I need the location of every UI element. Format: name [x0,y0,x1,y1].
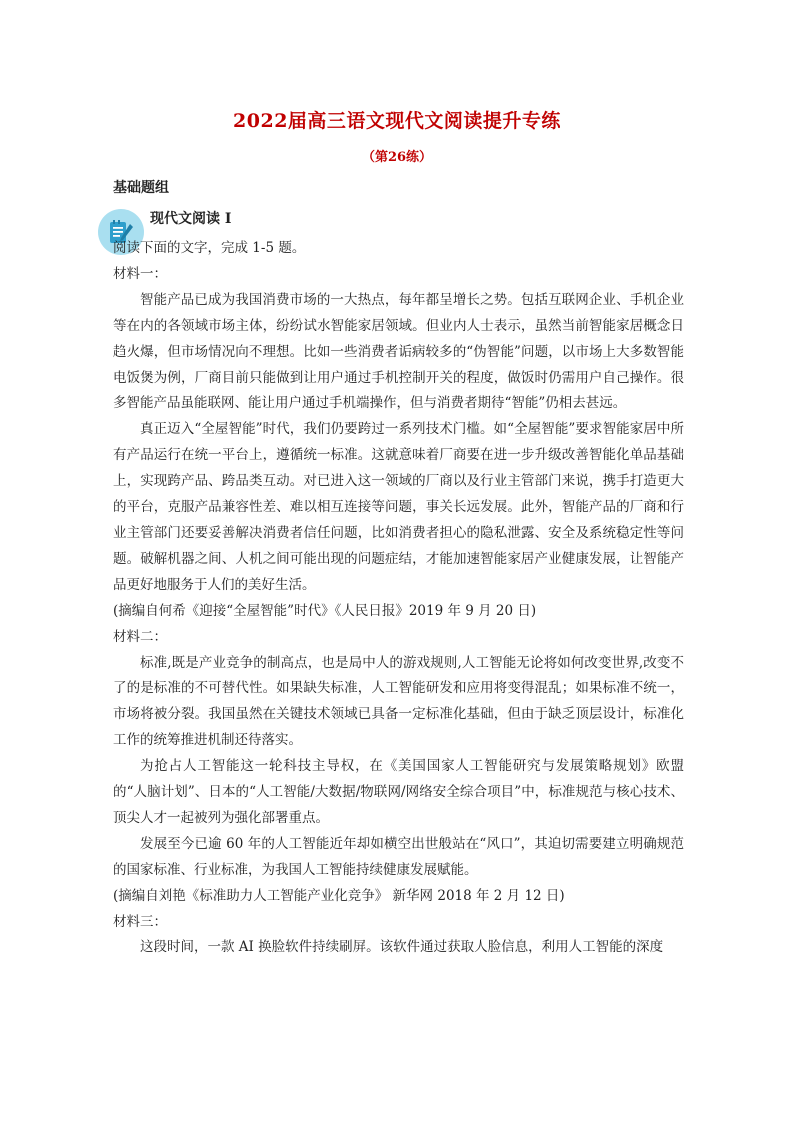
document-title: 2022届高三语文现代文阅读提升专练 [233,110,561,132]
instruction-text: 阅读下面的文字，完成 1-5 题。 [113,240,306,256]
material-2-label: 材料二： [113,628,167,645]
article-body [113,236,684,961]
section-heading: 现代文阅读 I [150,211,232,227]
material-2-paragraph: 发展至今已逾 60 年的人工智能近年却如横空出世般站在“风口”，其迫切需要建立明确规范的国家标准、行业标准，为我国人工智能持续健康发展赋能。 [113,835,684,878]
material-1-paragraph: 智能产品已成为我国消费市场的一大热点，每年都呈增长之势。包括互联网企业、手机企业等在内的各领域市场主体，纷纷试水智能家居领域。但业内人士表示，虽然当前智能家居概念日趋火爆，但市场情况向不理想。比如一些消费者诟病较多的“伪智能”问题，以市场上大多数智能电饭煲为例，厂商目前只能做到让用户通过手机控制开关的程度，做饭时仍需用户自己操作。很多智能产品虽能联网、能让用户通过手机端操作，但与消费者期待“智能”仍相去甚远。 [113,291,684,412]
material-3-label: 材料三： [113,913,167,930]
material-2-paragraph: 标准,既是产业竞争的制高点，也是局中人的游戏规则,人工智能无论将如何改变世界,改变不了的是标准的不可替代性。如果缺失标准，人工智能研发和应用将变得混乱；如果标准不统一，市场将被分裂。我国虽然在关键技术领域已具备一定标准化基础，但由于缺乏顶层设计，标准化工作的统筹推进机制还待落实。 [113,654,684,749]
material-3-paragraph: 这段时间，一款 AI 换脸软件持续刷屏。该软件通过获取人脸信息，利用人工智能的深度 [140,939,664,956]
document-subtitle: （第26练） [361,150,433,165]
material-1-source: (摘编自何希《迎接“全屋智能”时代》《人民日报》2019 年 9 月 20 日) [113,602,537,619]
material-2-paragraph: 为抢占人工智能这一轮科技主导权，在《美国国家人工智能研究与发展策略规划》欧盟的“人脑计划”、日本的“人工智能/大数据/物联网/网络安全综合项目”中，标准规范与核心技术、顶尖人才一起被列为强化部署重点。 [113,758,684,826]
material-2-source: (摘编自刘艳《标准助力人工智能产业化竞争》 新华网 2018 年 2 月 12 日) [113,887,565,904]
group-heading: 基础题组 [113,180,169,196]
material-1-label: 材料一： [113,265,167,282]
material-1-paragraph: 真正迈入“全屋智能”时代，我们仍要跨过一系列技术门槛。如“全屋智能”要求智能家居中所有产品运行在统一平台上，遵循统一标准。这就意味着厂商要在进一步升级改善智能化单品基础上，实现跨产品、跨品类互动。对已进入这一领域的厂商以及行业主管部门来说，携手打造更大的平台，克服产品兼容性差、难以相互连接等问题，事关长远发展。此外，智能产品的厂商和行业主管部门还要妥善解决消费者信任问题，比如消费者担心的隐私泄露、安全及系统稳定性等问题。破解机器之间、人机之间可能出现的问题症结，才能加速智能家居产业健康发展，让智能产品更好地服务于人们的美好生活。 [113,421,684,593]
